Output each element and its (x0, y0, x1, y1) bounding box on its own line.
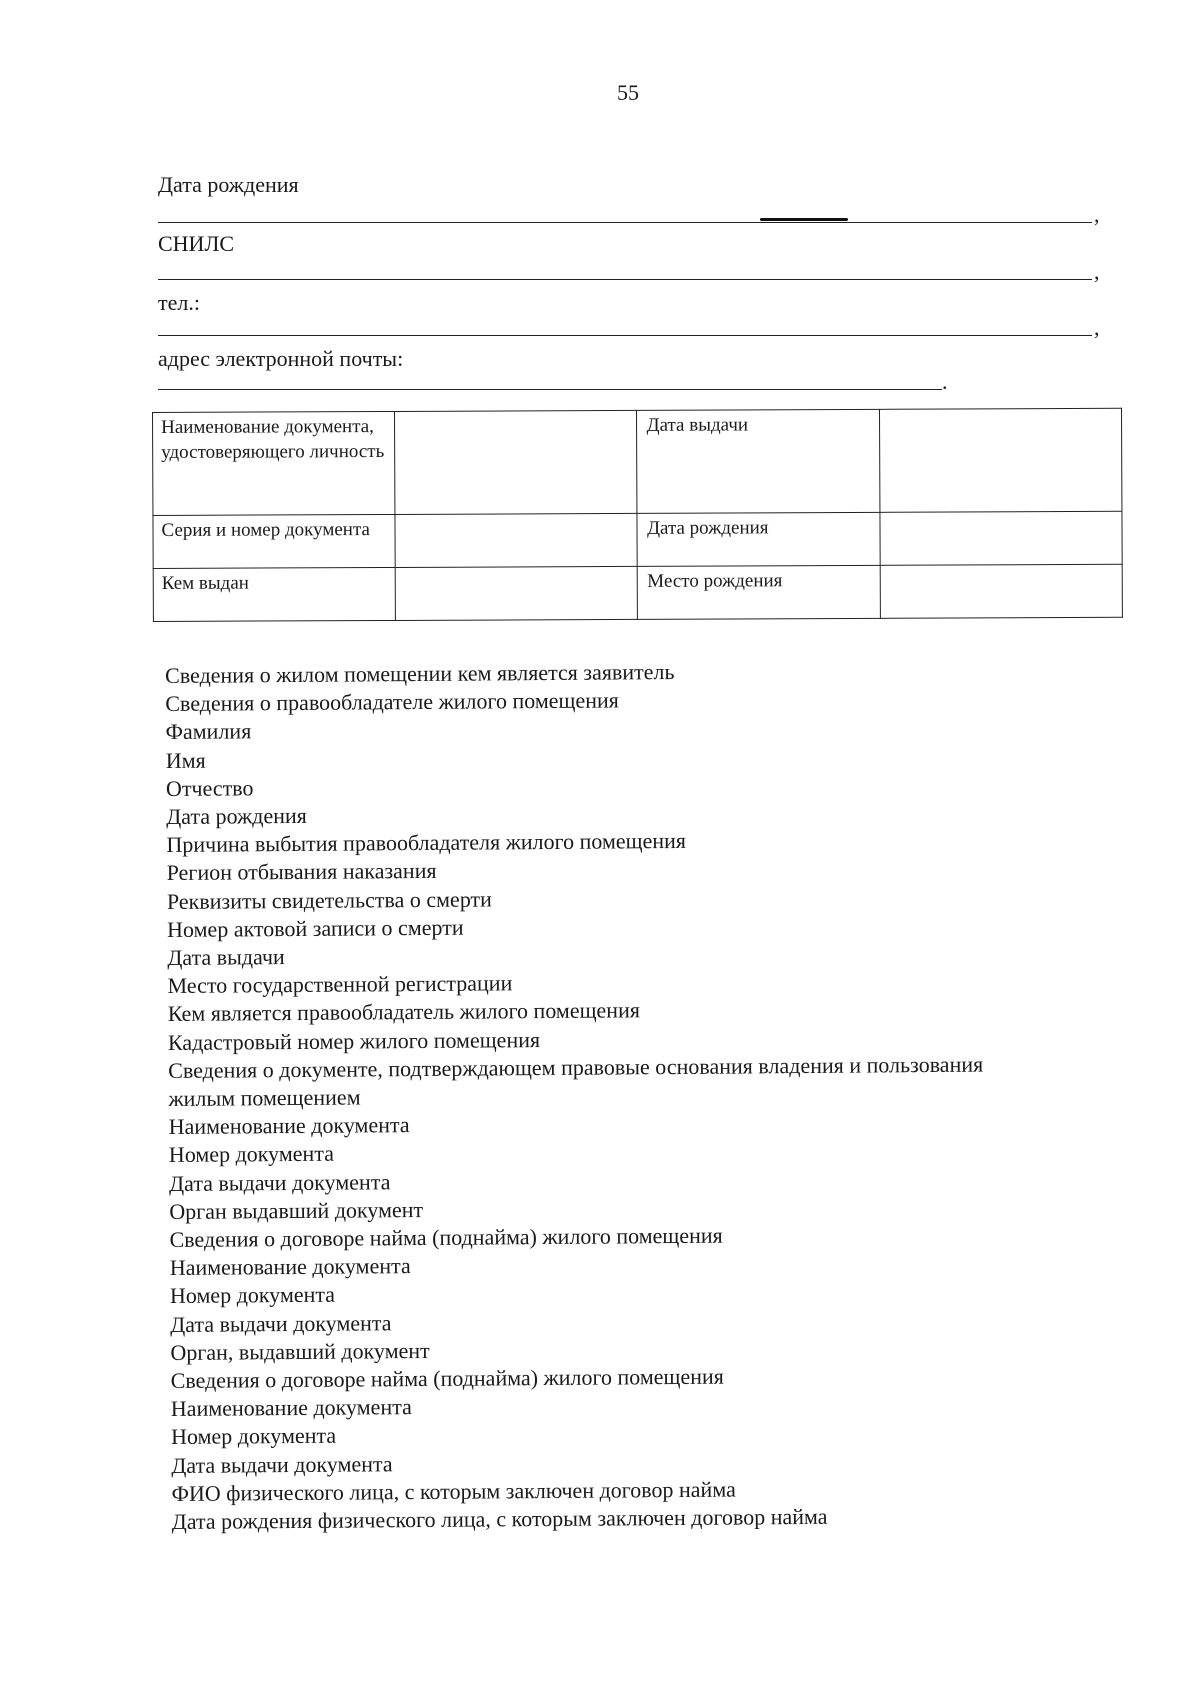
list-item: Сведения о жилом помещении кем является заявитель (165, 658, 675, 688)
list-item: ФИО физического лица, с которым заключен договор найма (171, 1476, 736, 1506)
list-item: Номер документа (170, 1423, 337, 1450)
list-item: Имя (165, 747, 206, 773)
table-row (153, 511, 1122, 568)
snils-line[interactable] (158, 279, 1092, 280)
doc-name-value-cell[interactable] (394, 410, 636, 514)
series-number-label: Серия и номер документа (161, 519, 370, 541)
snils-label: СНИЛС (158, 231, 235, 256)
birth-date-label-cell (636, 512, 880, 566)
list-item: Кем является правообладатель жилого помещения (167, 997, 641, 1027)
birth-date-line[interactable] (158, 222, 1092, 223)
table-row (153, 408, 1122, 515)
phone-label: тел.: (158, 290, 200, 315)
housing-info-list (165, 654, 1152, 1536)
list-item: Дата выдачи документа (171, 1450, 393, 1478)
list-item: Номер актовой записи о смерти (167, 914, 464, 942)
list-item: Наименование документа (169, 1253, 411, 1281)
list-item: Сведения о договоре найма (поднайма) жилого помещения (170, 1363, 724, 1394)
issued-by-value-cell[interactable] (395, 566, 637, 620)
snils-comma: , (1094, 259, 1100, 284)
list-item: Дата выдачи документа (168, 1168, 391, 1196)
email-label: адрес электронной почты: (158, 346, 404, 371)
series-number-label-cell (153, 514, 395, 568)
list-item: Регион отбывания наказания (166, 858, 437, 886)
list-item: Дата рождения (166, 802, 307, 830)
birth-date-label: Дата рождения (158, 172, 299, 197)
list-item: Орган, выдавший документ (170, 1337, 430, 1365)
list-item: жилым помещением (168, 1084, 361, 1112)
phone-line[interactable] (158, 335, 1092, 336)
list-item: Дата выдачи (167, 944, 285, 971)
birth-place-label-cell (637, 565, 881, 619)
issue-date-label: Дата выдачи (646, 414, 749, 436)
list-item: Сведения о договоре найма (поднайма) жилого помещения (169, 1222, 723, 1253)
email-period: . (942, 369, 948, 394)
list-item: Дата выдачи документа (170, 1309, 392, 1337)
list-item: Кадастровый номер жилого помещения (167, 1026, 541, 1055)
list-item: Дата рождения физического лица, с которым заключен договор найма (171, 1503, 828, 1535)
list-item: Сведения о правообладателе жилого помещения (165, 687, 619, 717)
phone-comma: , (1094, 315, 1100, 340)
list-item: Отчество (165, 775, 254, 801)
birth-date-value-cell[interactable] (880, 511, 1122, 565)
birth-date-comma: , (1094, 202, 1100, 227)
doc-name-label-cell (153, 411, 395, 515)
issued-by-label-cell (153, 567, 395, 621)
list-item: Наименование документа (170, 1394, 412, 1422)
list-item: Номер документа (169, 1282, 336, 1309)
page-number: 55 (617, 80, 639, 105)
list-item: Наименование документа (168, 1112, 410, 1140)
birth-place-label: Место рождения (647, 570, 783, 592)
series-number-value-cell[interactable] (395, 513, 637, 567)
list-item: Причина выбытия правообладателя жилого помещения (166, 828, 687, 858)
issue-date-label-cell (636, 409, 880, 513)
list-item: Реквизиты свидетельства о смерти (166, 886, 492, 914)
birth-place-value-cell[interactable] (880, 564, 1122, 618)
list-item: Сведения о документе, подтверждающем правовые основания владения и пользования (168, 1051, 984, 1083)
pen-stroke-mark (760, 218, 848, 221)
email-line[interactable] (158, 389, 942, 390)
list-item: Номер документа (168, 1141, 335, 1168)
list-item: Фамилия (165, 718, 252, 745)
issued-by-label: Кем выдан (161, 572, 249, 594)
identity-document-table (152, 408, 1123, 622)
list-item: Место государственной регистрации (167, 970, 513, 999)
list-item: Орган выдавший документ (169, 1196, 424, 1224)
table-birth-date-label: Дата рождения (646, 517, 769, 539)
issue-date-value-cell[interactable] (880, 408, 1122, 512)
table-row (153, 564, 1122, 621)
doc-name-label: Наименование документа, удостоверяющего личность (161, 416, 385, 463)
